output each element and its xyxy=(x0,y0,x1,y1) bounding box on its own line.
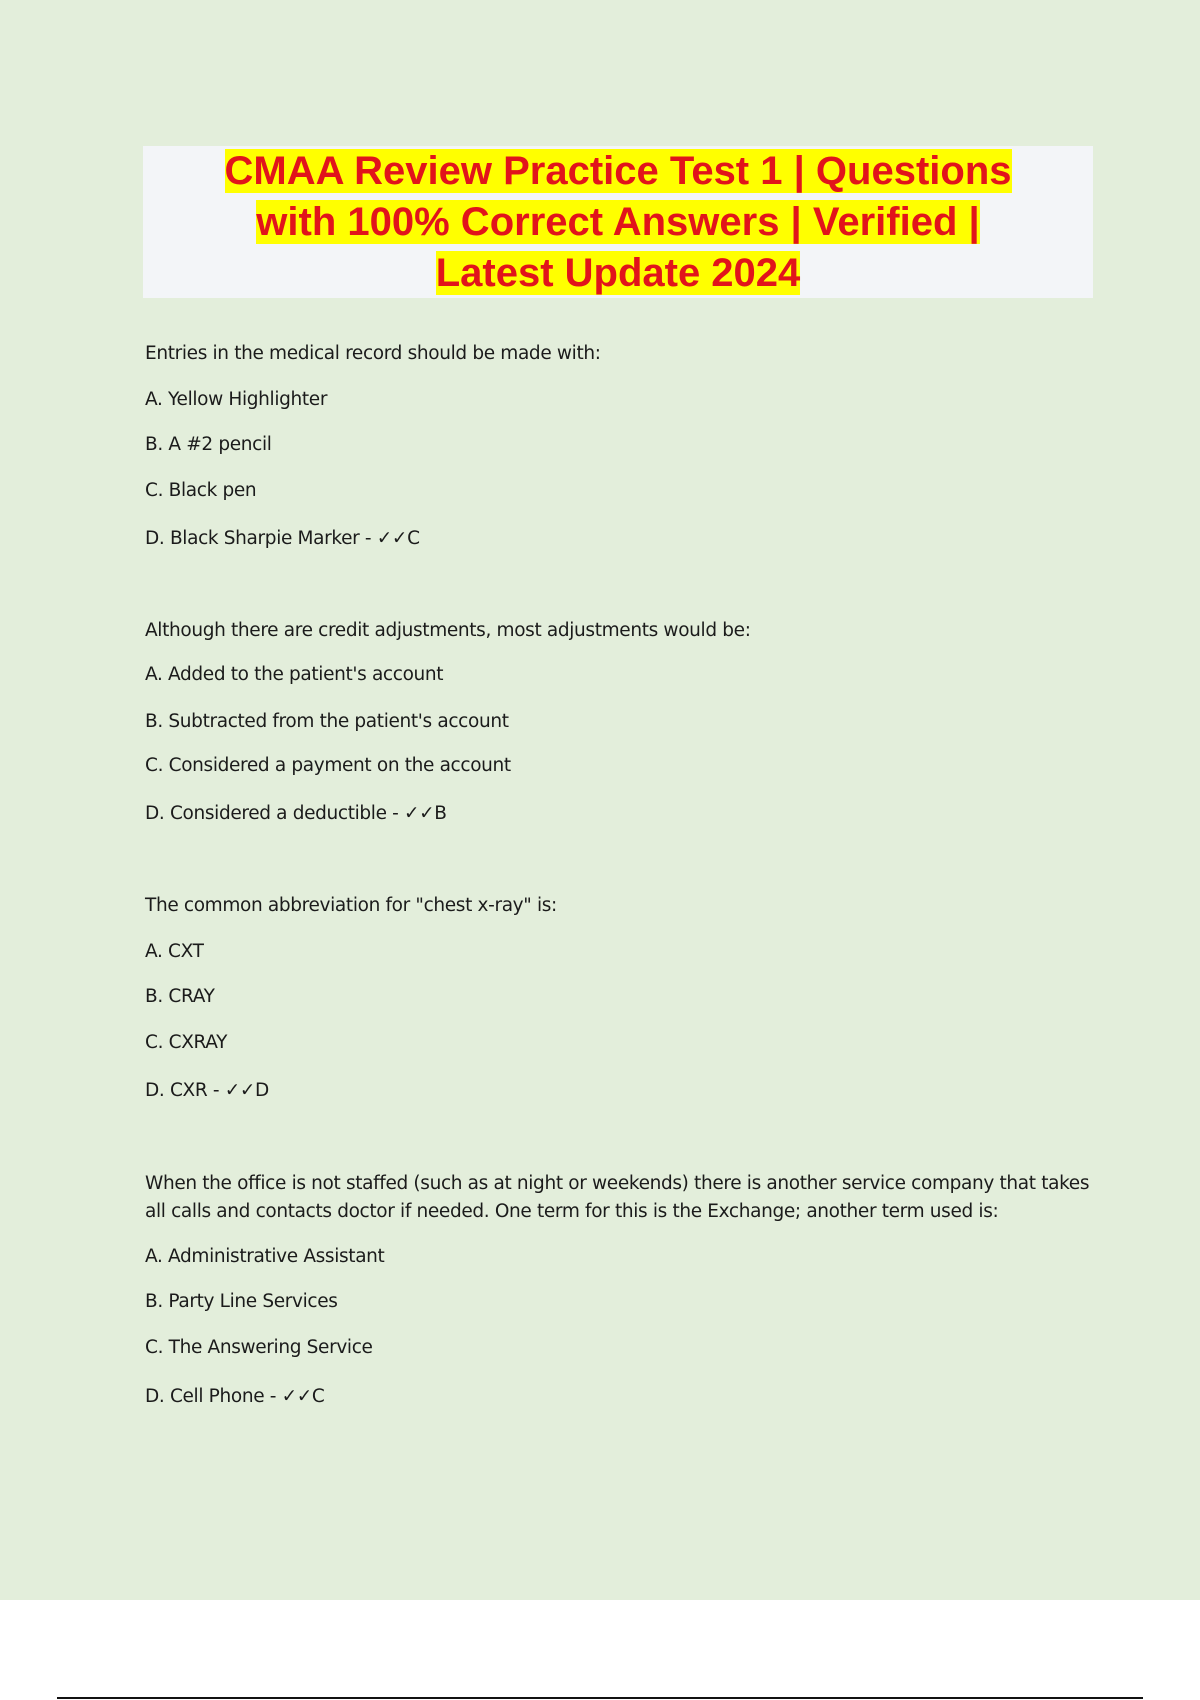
title-line: Latest Update 2024 xyxy=(435,251,801,295)
question-2 xyxy=(145,617,1095,824)
answer-option: B. A #2 pencil xyxy=(145,434,272,455)
question-text: Entries in the medical record should be made with: xyxy=(145,343,601,364)
question-text: When the office is not staffed (such as at night or weekends) there is another service company that takes all calls and contacts doctor if needed. One term for this is the Exchange; another term used is: xyxy=(145,1173,1090,1222)
answer-option: C. CXRAY xyxy=(145,1032,228,1053)
answer-option: A. Added to the patient's account xyxy=(145,664,444,685)
question-1 xyxy=(145,340,1095,549)
answer-option: B. CRAY xyxy=(145,986,215,1007)
answer-option: C. Black pen xyxy=(145,480,257,501)
answer-option: C. The Answering Service xyxy=(145,1337,373,1358)
answer-option: A. Administrative Assistant xyxy=(145,1246,385,1267)
question-4 xyxy=(145,1170,1095,1407)
answer-option-with-key: D. Considered a deductible - ✓✓B xyxy=(145,803,447,824)
question-3 xyxy=(145,892,1095,1101)
answer-option-with-key: D. Black Sharpie Marker - ✓✓C xyxy=(145,528,420,549)
question-text: The common abbreviation for "chest x-ray" is: xyxy=(145,895,557,916)
answer-option: A. CXT xyxy=(145,941,204,962)
answer-option: C. Considered a payment on the account xyxy=(145,755,511,776)
document-title xyxy=(143,146,1093,299)
question-text: Although there are credit adjustments, most adjustments would be: xyxy=(145,620,751,641)
answer-option: B. Party Line Services xyxy=(145,1291,338,1312)
footer-divider xyxy=(57,1697,1143,1699)
answer-option-with-key: D. CXR - ✓✓D xyxy=(145,1080,269,1101)
title-line: with 100% Correct Answers | Verified | xyxy=(256,200,980,244)
answer-option: A. Yellow Highlighter xyxy=(145,389,328,410)
answer-option: B. Subtracted from the patient's account xyxy=(145,711,509,732)
answer-option-with-key: D. Cell Phone - ✓✓C xyxy=(145,1386,325,1407)
title-box xyxy=(143,146,1093,298)
title-line: CMAA Review Practice Test 1 | Questions xyxy=(224,149,1012,193)
